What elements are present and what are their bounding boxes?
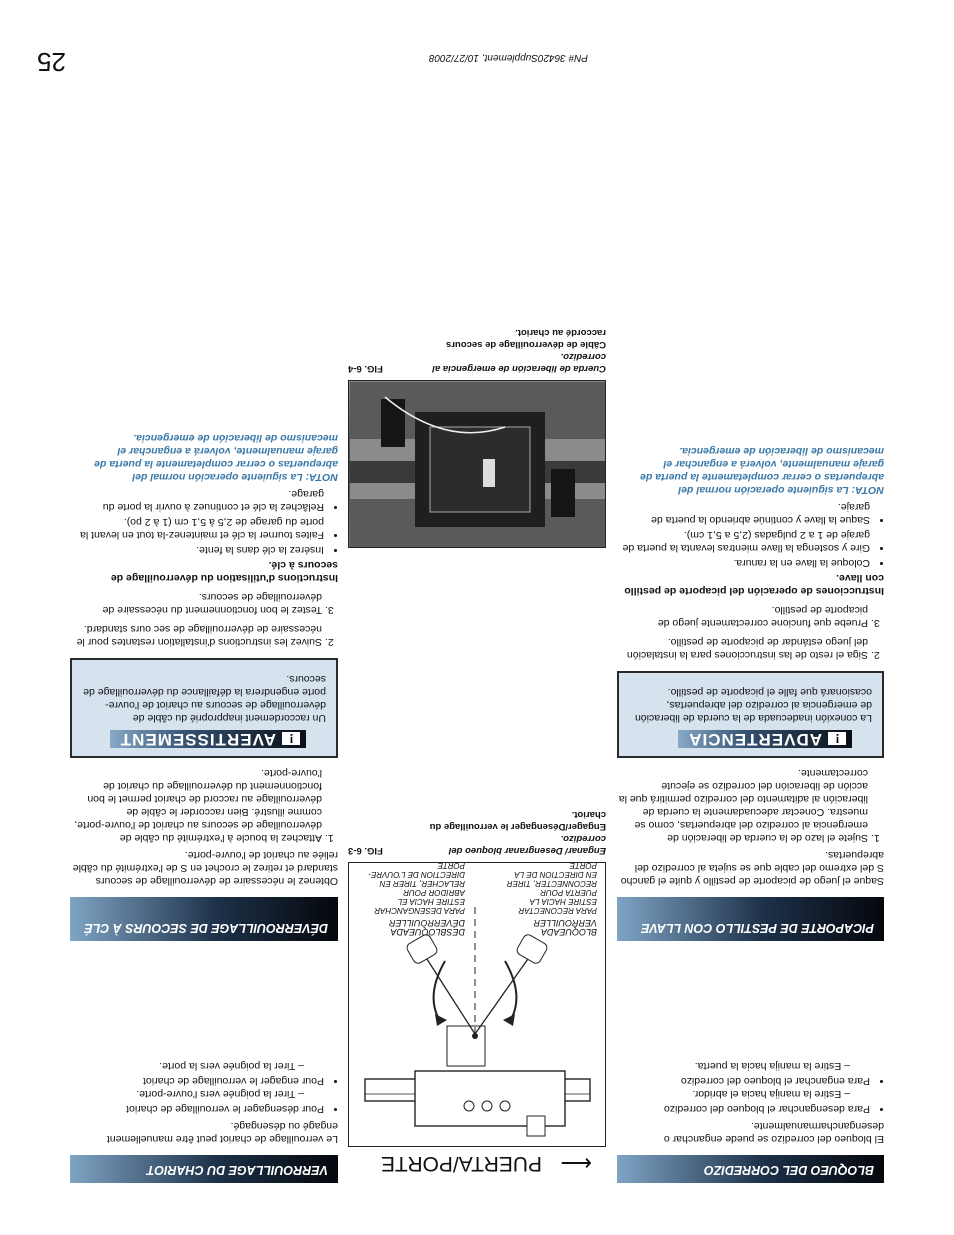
footer-part-number: PN# 36420Supplement, 10/27/2008 (428, 52, 588, 63)
warning-icon: ! (828, 732, 846, 745)
bullet-list (617, 1059, 870, 1115)
caption-text (416, 808, 606, 856)
figure-6-3 (348, 862, 606, 1147)
warning-title: ADVERTENCIA (688, 730, 822, 749)
subheading: Instructions d'utilisation du déverrouillage de secours à clé. (110, 559, 338, 584)
caption-italic: Cuerda de liberación de emergencia al corredizo. (432, 351, 606, 374)
unlocked-text: PARA DESENGANCHAR ESTIRE HACIA EL ABRIDOR POUR RELACHER, TIRER EN DIRECTION DE L'OUVRE-PORTE (368, 861, 465, 915)
puerta-label: PUERTA/PORTE (380, 1152, 542, 1175)
list-item: • Para enganchar el bloqueo del corredizo (617, 1074, 870, 1087)
section-header-verrouillage: VERROUILLAGE DU CHARIOT (70, 1155, 338, 1183)
paragraph: Le verrouillage de chariot peut être manuellement engagé ou désengagé. (106, 1120, 338, 1145)
warning-box (617, 671, 884, 758)
unlocked-title: DESBLOQUEADA DÉVERROUILLER (388, 918, 465, 937)
section-header-deverrouillage: DÉVERROUILLAGE DE SECOURS À CLÉ (70, 897, 338, 941)
list-item: 1. Attachez la boucle à l'extrémité du câble de déverrouillage de secours au chariot de l'ouvre-porte, comme illustré. Bien raccorder le câble de déverrouillage au raccord de chariot permet le bon fonctionnement du déverrouillage du chariot de l'ouvre-porte. (70, 766, 322, 844)
list-item: • Relâchez la clé et continuez à ouvrir la porte du garage. (70, 487, 324, 513)
door-arrow-icon: ⟵ (560, 1151, 592, 1176)
note-text: NOTA: La siguiente operación normal del abrepuertas o cerrar completamente la puerta de garaje manualmente, volverá a enganchar el mecanismo de liberación de emergencia. (640, 445, 884, 496)
page-number: 25 (37, 47, 66, 77)
warning-text: Un raccordement inapproprié du câble de déverrouillage de secours au chariot de l'ouvre-porte engendrera la défaillance du déverrouillage de secours. (83, 673, 326, 724)
unlocked-label (360, 861, 465, 936)
step-list (70, 766, 322, 844)
caption-italic: Enganar/ Desengranar bloqueo del corredizo. (448, 833, 606, 856)
section-header-bloqueo: BLOQUEO DEL CORREDIZO (617, 1155, 884, 1183)
list-item: • Pour désengager le verrouillage de chariot (70, 1102, 324, 1115)
paragraph: Saque el juego de picaporte de pestillo y quite el gancho S del extremo del cable que se sujeta al corredizo del abrepuertas. (620, 849, 884, 887)
figure-column (348, 326, 606, 1176)
list-item: 1. Sujete el lazo de la cuerda de liberación de emergencia al corredizo del abrepuertas, como se muestra. Conectar adecuadamente la cuerda de liberación al aditamento del corredizo permitirá que la acción de liberación del corredizo se ejecute correctamente. (617, 766, 868, 844)
warning-icon: ! (282, 732, 300, 745)
list-item: • Saque la llave y continúe abriendo la puerta de garaje. (617, 500, 870, 526)
locked-text: PARA RECONECTAR ESTIRE HACIA LA PUERTA POUR RECONNECTER, TIRER EN DIRECTION DE LA PORTE (506, 861, 597, 915)
bullet-list (70, 1059, 324, 1115)
warning-header (110, 730, 306, 748)
list-item: • Coloque la llave en la ranura. (617, 556, 870, 569)
list-item: 3. Testez le bon fonctionnement du nécessaire de déverrouillage de secours. (70, 590, 322, 616)
figure-label: FIG. 6-4 (348, 363, 383, 374)
list-subitem: – Estire la manija hacia la puerta. (694, 1060, 850, 1072)
trolley-photo (350, 382, 605, 547)
step-list (70, 590, 322, 648)
warning-text: La conexión inadecuada de la cuerda de liberación de emergencia al corredizo del abrepuertas, ocasionará que falle el picaporte de pestillo. (634, 686, 872, 724)
figure-6-4-photo (348, 380, 606, 548)
column-spanish (617, 440, 884, 1183)
warning-header (678, 730, 852, 748)
list-item: • Insérez la clé dans la fente. (70, 543, 324, 556)
list-item: • Pour engager le verrouillage de chariot (70, 1074, 324, 1087)
list-subitem: – Tirer la poignée vers l'ouvre-porte. (136, 1088, 304, 1100)
figure-label: FIG. 6-3 (348, 845, 383, 856)
list-item: • Faites tourner la clé et maintenez-la tout en levant la porte du garage de 2,5 à 5,1 cm (1 à 2 po). (70, 515, 324, 541)
locked-title: BLOQUEADA VERROUILLER (533, 918, 597, 937)
note-text: NOTA: La siguiente operación normal del abrepuertas o cerrar completamente la puerta de garaje manualmente, volverá a enganchar el mecanismo de liberación de emergencia. (94, 432, 338, 483)
section-header-picaporte: PICAPORTE DE PESTILLO CON LLAVE (617, 897, 884, 941)
list-item: 2. Suivez les instructions d'installation restantes pour le nécessaire de déverrouillage de sec ours standard. (70, 622, 322, 648)
warning-title: AVERTISSEMENT (119, 730, 276, 749)
figure-6-4-caption (348, 326, 606, 374)
figure-6-3-caption (348, 808, 606, 856)
warning-box (70, 658, 338, 758)
caption-bold: Engager/Désengager le verrouillage du chariot. (429, 809, 606, 832)
paragraph: El bloqueo del corredizo se puede enganchar o desengancharmanualmente. (663, 1120, 884, 1145)
caption-bold: Câble de déverrouillage de secours raccordé au chariot. (446, 327, 606, 350)
locked-label (497, 861, 597, 936)
column-french (70, 427, 338, 1183)
step-list (617, 603, 868, 661)
list-item: 3. Pruebe que funcione correctamente juego de picaporte de pestillo. (617, 603, 868, 629)
list-subitem: – Tirer la poignée vers la porte. (159, 1060, 304, 1072)
step-list (617, 766, 868, 844)
list-item: • Para desenganchar el bloqueo del corredizo (617, 1102, 870, 1115)
list-subitem: – Estire la manija hacia el abridor. (692, 1088, 850, 1100)
bullet-list (70, 487, 324, 556)
subheading: Instrucciones de operación del picaporte de pestillo con llave. (624, 572, 884, 597)
caption-text (416, 326, 606, 374)
list-item: 2. Siga el resto de las instrucciones para la instalación del juego estándar de picaporte de pestillo. (617, 635, 868, 661)
paragraph: Obtenez le nécessaire de déverrouillage de secours standard et retirez le crochet en S de l'extrémité du câble reliée au chariot de l'ouvre-porte. (72, 849, 338, 887)
list-item: • Gire y sostenga la llave mientras levanta la puerta de garaje de 1 a 2 pulgadas (2,5 a 5,1 cm). (617, 528, 870, 554)
bullet-list (617, 500, 870, 569)
